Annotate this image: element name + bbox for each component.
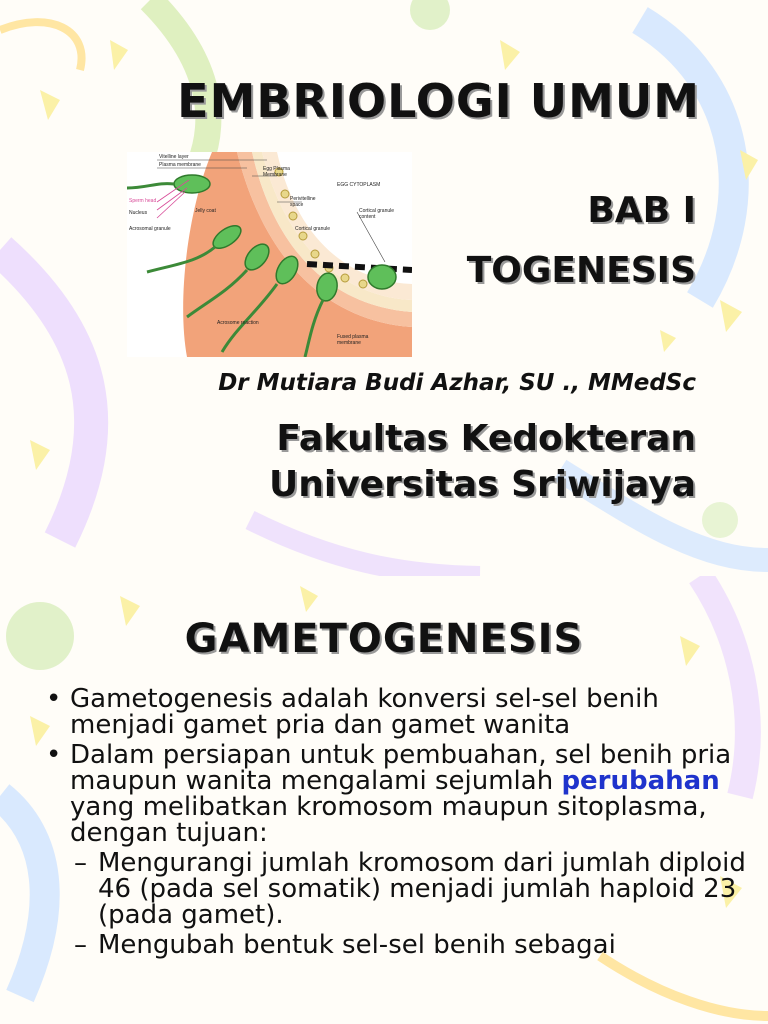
sub-list-item [46, 850, 746, 928]
svg-text:EGG CYTOPLASM: EGG CYTOPLASM [337, 182, 381, 188]
sub-item-text: Mengurangi jumlah kromosom dari jumlah diploid 46 (pada sel somatik) menjadi jumlah haploid 23 (pada gamet). [98, 848, 746, 930]
dash-marker: – [74, 930, 87, 960]
bullet-marker: • [46, 684, 62, 714]
svg-text:membrane: membrane [337, 340, 361, 346]
svg-text:Nucleus: Nucleus [129, 210, 148, 216]
slide-title-2: GAMETOGENESIS [184, 616, 584, 662]
svg-text:Plasma membrane: Plasma membrane [159, 162, 201, 168]
svg-text:Membrane: Membrane [263, 172, 287, 178]
slide-subtitle: TOGENESIS [466, 250, 696, 291]
institution [269, 416, 696, 508]
author-name: Dr Mutiara Budi Azhar, SU ., MMedSc [218, 370, 696, 396]
bullet-text-start: Dalam persiapan untuk pembuahan, sel benih pria maupun wanita mengalami sejumlah [70, 740, 732, 796]
faculty-name: Fakultas Kedokteran [276, 418, 696, 459]
svg-text:Jelly coat: Jelly coat [195, 208, 216, 214]
university-name: Universitas Sriwijaya [269, 464, 696, 505]
svg-text:Perivitelline: Perivitelline [290, 196, 316, 202]
bullet-list [46, 686, 746, 962]
svg-text:content: content [359, 214, 376, 220]
sub-list-item [46, 932, 746, 958]
svg-text:Sperm head: Sperm head [129, 198, 157, 204]
svg-text:Vitelline layer: Vitelline layer [159, 154, 189, 160]
svg-text:Acrosomal granule: Acrosomal granule [129, 226, 171, 232]
svg-text:Fused plasma: Fused plasma [337, 334, 369, 340]
bullet-text-end: yang melibatkan kromosom maupun sitoplasma, dengan tujuan: [70, 792, 707, 848]
svg-text:Cortical granule: Cortical granule [359, 208, 395, 214]
fertilization-diagram [127, 152, 412, 357]
svg-text:Egg Plasma: Egg Plasma [263, 166, 290, 172]
svg-text:Acrosome reaction: Acrosome reaction [217, 320, 259, 326]
chapter-label: BAB I [587, 190, 696, 231]
bullet-marker: • [46, 740, 62, 770]
fertilization-illustration [127, 152, 412, 357]
sub-item-text: Mengubah bentuk sel-sel benih sebagai [98, 930, 616, 960]
list-item [46, 686, 746, 738]
list-item [46, 742, 746, 846]
bullet-text: Gametogenesis adalah konversi sel-sel benih menjadi gamet pria dan gamet wanita [70, 684, 659, 740]
slide-title: EMBRIOLOGI UMUM [177, 74, 700, 128]
svg-text:Cortical granule: Cortical granule [295, 226, 331, 232]
svg-text:space: space [290, 202, 304, 208]
highlighted-term: perubahan [561, 766, 720, 796]
content-slide [0, 576, 768, 1024]
dash-marker: – [74, 848, 87, 878]
